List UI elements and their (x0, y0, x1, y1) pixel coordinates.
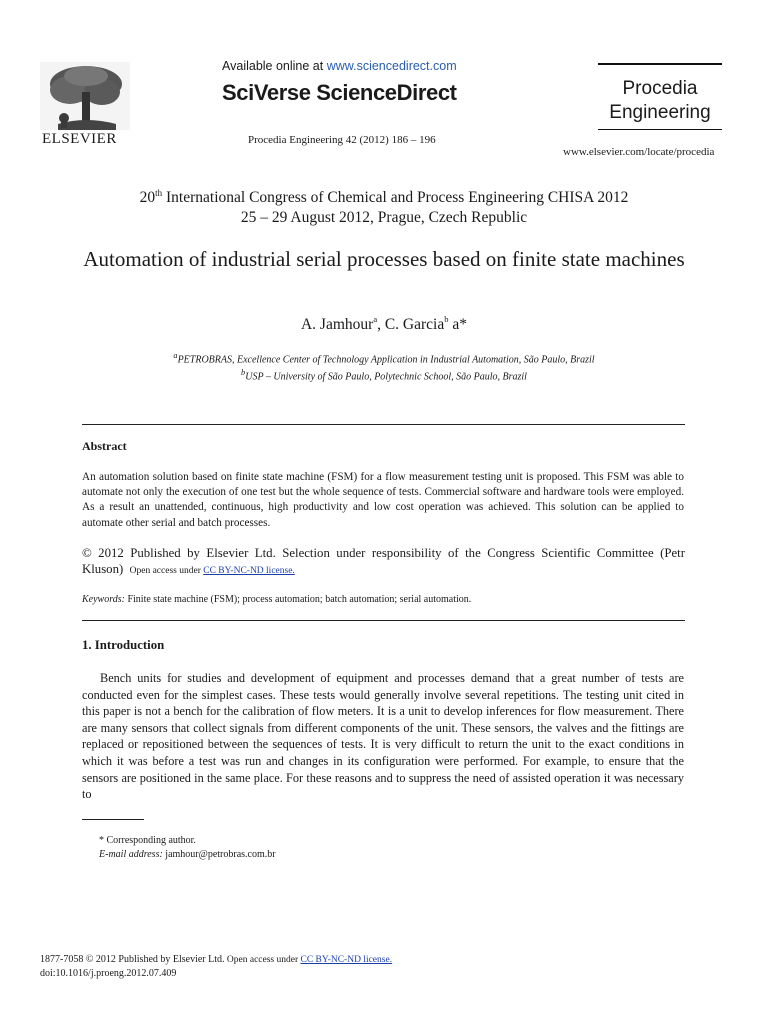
open-access-prefix: Open access under (224, 955, 301, 965)
conference-title: International Congress of Chemical and Process Engineering CHISA 2012 (162, 189, 629, 206)
abstract-bottom-rule (82, 620, 685, 621)
copyright-text: © 2012 Published by Elsevier Ltd. Selection under responsibility of the Congress Scientific Committee (Petr Kluson) (82, 546, 685, 576)
doi: doi:10.1016/j.proeng.2012.07.409 (40, 968, 177, 979)
available-online-prefix: Available online at (222, 59, 327, 73)
procedia-top-rule (598, 63, 722, 65)
affiliation-mark: a (173, 351, 178, 360)
keywords-label: Keywords: (82, 594, 125, 605)
journal-url-link[interactable]: www.elsevier.com/locate/procedia (563, 146, 715, 158)
sciverse-sciencedirect-brand: SciVerse ScienceDirect (222, 80, 457, 105)
license-link[interactable]: CC BY-NC-ND license. (203, 566, 295, 576)
author-name: C. Garcia (384, 316, 445, 333)
copyright-statement (82, 545, 685, 579)
affiliations (0, 349, 768, 384)
conference-name (0, 188, 768, 208)
paper-title: Automation of industrial serial processes based on finite state machines (83, 247, 685, 271)
procedia-brand-line2: Engineering (609, 102, 711, 123)
open-access-prefix: Open access under (129, 566, 204, 576)
sciencedirect-link[interactable]: www.sciencedirect.com (326, 59, 457, 73)
author-corresponding-mark: a* (448, 316, 467, 333)
email-address[interactable]: jamhour@petrobras.com.br (162, 849, 276, 860)
available-online-line (222, 59, 457, 73)
introduction-text: Bench units for studies and development of equipment and processes demand that a great number of tests are conducted even for the simplest cases. These tests would generally involve several repetitions. The testing unit cited in this paper is not a bench for the calibration of flow meters. It is a unit to develop inferences for flow measurement. There are many sensors that collect signals from different components of the unit. These sensors, the valves and the fittings are replaced or repositioned between the sequences of tests. It is very difficult to return the unit to the exact conditions in which it was before a test was run and changes in its configuration were performed. For example, to ensure that the sensors are positioned in the same place. For these reasons and to suppress the need of assisted operation it was necessary to (82, 671, 684, 802)
procedia-brand-line1: Procedia (622, 78, 698, 99)
issn-copyright: 1877-7058 © 2012 Published by Elsevier Ltd. (40, 954, 225, 965)
introduction-heading: 1. Introduction (82, 638, 165, 652)
abstract-text: An automation solution based on finite state machine (FSM) for a flow measurement testing unit is proposed. This FSM was able to automate not only the execution of one test but the whole sequence of tests. Commercial software and hardware tools were employed. As a result an unattended, continuous, high productivity and low cost operation was achieved. This solution can be applied to automate other serial and batch processes. (82, 471, 684, 529)
email-footnote (99, 849, 276, 860)
affiliation-b (0, 366, 768, 383)
affiliation-mark: b (241, 368, 246, 378)
conference-ordinal-suffix: th (155, 188, 163, 198)
affiliation-a (0, 349, 768, 366)
corresponding-author-footnote: * Corresponding author. (99, 835, 196, 846)
keywords-text: Finite state machine (FSM); process automation; batch automation; serial automation. (124, 594, 472, 605)
journal-citation: Procedia Engineering 42 (2012) 186 – 196 (248, 134, 436, 146)
author-affiliation-mark: a (373, 314, 378, 324)
keywords (82, 594, 471, 605)
footnote-rule (82, 819, 144, 820)
conference-dates-location: 25 – 29 August 2012, Prague, Czech Republic (240, 209, 528, 226)
conference-info (0, 188, 768, 228)
author-list (0, 316, 768, 334)
email-label: E-mail address: (99, 849, 163, 860)
conference-ordinal: 20 (139, 189, 156, 206)
abstract-top-rule (82, 424, 685, 425)
author-affiliation-mark: b (444, 314, 449, 324)
author-name: A. Jamhour (300, 316, 374, 333)
procedia-bottom-rule (598, 129, 722, 130)
abstract-heading: Abstract (82, 439, 127, 453)
license-link[interactable]: CC BY-NC-ND license. (300, 955, 393, 965)
procedia-engineering-brand (598, 77, 722, 125)
affiliation-text: USP – University of São Paulo, Polytechnic School, São Paulo, Brazil (245, 371, 527, 383)
elsevier-wordmark: ELSEVIER (42, 131, 117, 147)
affiliation-text: PETROBRAS, Excellence Center of Technology Application in Industrial Automation, São Paulo, Brazil (177, 354, 595, 366)
issn-copyright-line (40, 954, 392, 965)
author-separator: , (377, 316, 385, 333)
